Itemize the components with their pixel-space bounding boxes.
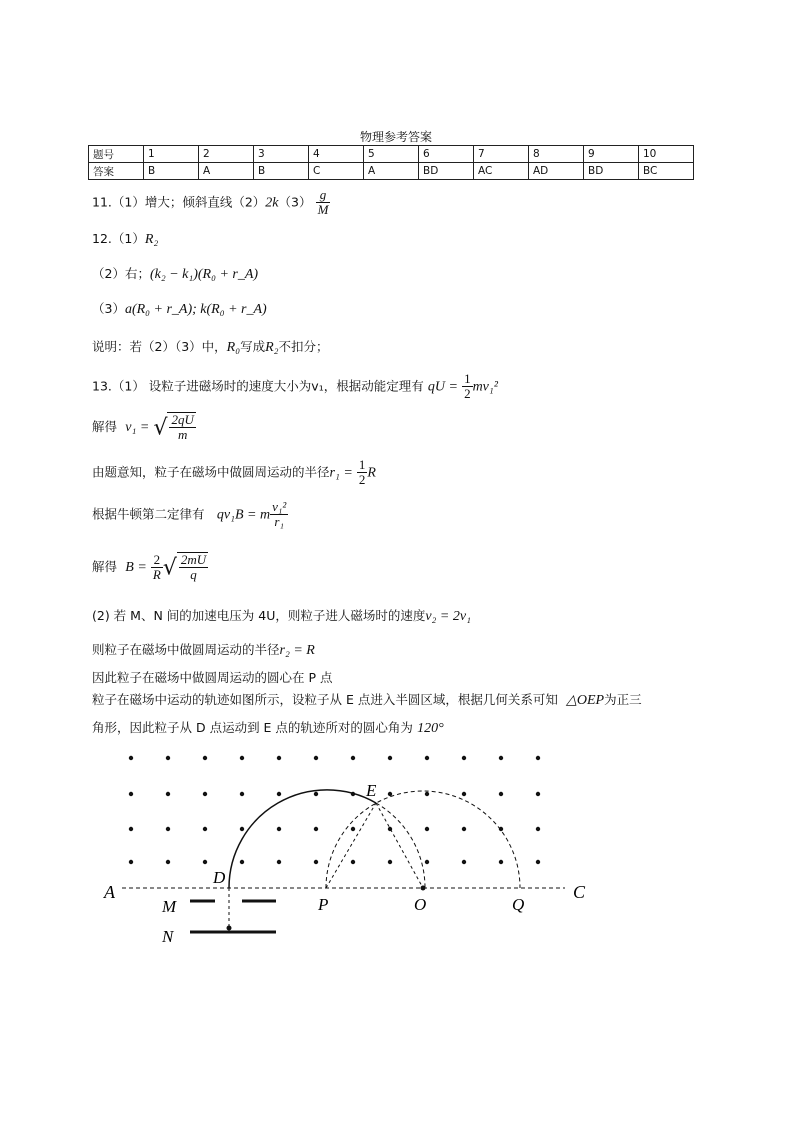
field-dot (388, 792, 392, 796)
field-dots (129, 756, 540, 864)
table-cell: B (144, 163, 199, 180)
table-cell: 8 (529, 146, 584, 163)
field-dot (425, 792, 429, 796)
q13-line2: 解得 v₁ = √ $\frac{2qU}{m}$ (92, 412, 194, 443)
table-cell: 6 (419, 146, 474, 163)
label-c: C (573, 882, 586, 902)
table-cell: 7 (474, 146, 529, 163)
q13-line3: 由题意知，粒子在磁场中做圆周运动的半径r₁ = $\frac{1}{2}$ R (92, 457, 376, 488)
label-a: A (104, 882, 115, 902)
table-cell: BC (639, 163, 694, 180)
field-dot (166, 756, 170, 760)
field-dot (240, 756, 244, 760)
field-dot (536, 756, 540, 760)
field-dot (277, 792, 281, 796)
field-dot (203, 860, 207, 864)
field-dot (425, 756, 429, 760)
table-cell: A (364, 163, 419, 180)
field-dot (351, 860, 355, 864)
point-o (421, 886, 426, 891)
q13-line7: 则粒子在磁场中做圆周运动的半径r₂ = R (92, 642, 315, 658)
field-dot (240, 827, 244, 831)
table-cell: A (199, 163, 254, 180)
label-q: Q (512, 895, 525, 914)
label-o: O (414, 895, 427, 914)
field-dot (536, 860, 540, 864)
field-dot (203, 756, 207, 760)
table-cell: 5 (364, 146, 419, 163)
q12-line1: 12.（1）R₂ (92, 231, 159, 247)
field-dot (351, 756, 355, 760)
field-dot (462, 792, 466, 796)
q13-line5: 解得 B = $\frac{2}{R}$ √ $\frac{2mU}{q}$ (92, 551, 207, 583)
particle-start (227, 926, 232, 931)
field-dot (166, 792, 170, 796)
field-dot (314, 860, 318, 864)
field-dot (314, 792, 318, 796)
label-p: P (318, 895, 329, 914)
field-dot (536, 827, 540, 831)
field-dot (462, 827, 466, 831)
table-cell: 4 (309, 146, 364, 163)
q11-line: 11.（1）增大；倾斜直线（2）2k（3） $\frac{g}{M}$ (92, 187, 329, 218)
q11-fraction: $\frac{g}{M}$ (317, 187, 329, 218)
q12-line3: （3）a(R₀ + r_A); k(R₀ + r_A) (92, 301, 267, 317)
field-dot (499, 792, 503, 796)
q13-line1: 13.（1） 设粒子进磁场时的速度大小为v₁，根据动能定理有 qU = $\frac{1}{2}$ mv₁² (92, 371, 498, 402)
label-m: M (162, 897, 177, 916)
page-title: 物理参考答案 (360, 130, 433, 144)
field-dot (129, 792, 133, 796)
q13-line8: 因此粒子在磁场中做圆周运动的圆心在 P 点 (92, 670, 333, 685)
table-header-label: 题号 (89, 146, 144, 163)
field-dot (462, 756, 466, 760)
table-cell: BD (419, 163, 474, 180)
q13-line10: 角形，因此粒子从 D 点运动到 E 点的轨迹所对的圆心角为 120° (92, 720, 444, 736)
table-answer-label: 答案 (89, 163, 144, 180)
q13-line6: (2) 若 M、N 间的加速电压为 4U，则粒子进人磁场时的速度v₂ = 2v₁ (92, 608, 471, 624)
table-cell: B (254, 163, 309, 180)
field-dot (499, 756, 503, 760)
segment-pe (326, 803, 376, 888)
field-dot (203, 827, 207, 831)
table-cell: 1 (144, 146, 199, 163)
field-dot (203, 792, 207, 796)
field-dot (388, 860, 392, 864)
field-dot (536, 792, 540, 796)
field-dot (351, 827, 355, 831)
label-d: D (213, 868, 226, 887)
field-dot (314, 827, 318, 831)
field-dot (277, 756, 281, 760)
q12-line2: （2）右；(k₂ − k₁)(R₀ + r_A) (92, 266, 259, 282)
field-dot (166, 827, 170, 831)
trajectory-arc (229, 790, 376, 888)
table-cell: AC (474, 163, 529, 180)
field-dot (314, 756, 318, 760)
table-cell: 10 (639, 146, 694, 163)
field-dot (240, 860, 244, 864)
field-dot (277, 860, 281, 864)
sqrt-expression: √ $\frac{2qU}{m}$ (153, 412, 194, 443)
label-n: N (162, 927, 174, 946)
table-cell: 9 (584, 146, 639, 163)
field-dot (499, 860, 503, 864)
field-dot (129, 860, 133, 864)
table-cell: 2 (199, 146, 254, 163)
label-e: E (366, 781, 377, 800)
q12-note: 说明：若（2）（3）中，R₀写成R₂不扣分； (92, 339, 329, 355)
field-dot (129, 756, 133, 760)
field-dot (425, 827, 429, 831)
field-dot (240, 792, 244, 796)
field-dot (277, 827, 281, 831)
table-cell: 3 (254, 146, 309, 163)
table-cell: BD (584, 163, 639, 180)
q13-line4: 根据牛顿第二定律有 qv₁B = m $\frac{\text{v₁²}}{\text{r₁}}$ (92, 499, 287, 530)
q13-line9: 粒子在磁场中运动的轨迹如图所示，设粒子从 E 点进入半圆区域，根据几何关系可知 △OEP为正三 (92, 692, 642, 708)
field-dot (388, 756, 392, 760)
field-dot (462, 860, 466, 864)
table-cell: C (309, 163, 364, 180)
segment-eo (376, 803, 423, 888)
field-dot (166, 860, 170, 864)
field-dot (425, 860, 429, 864)
field-dot (129, 827, 133, 831)
table-cell: AD (529, 163, 584, 180)
